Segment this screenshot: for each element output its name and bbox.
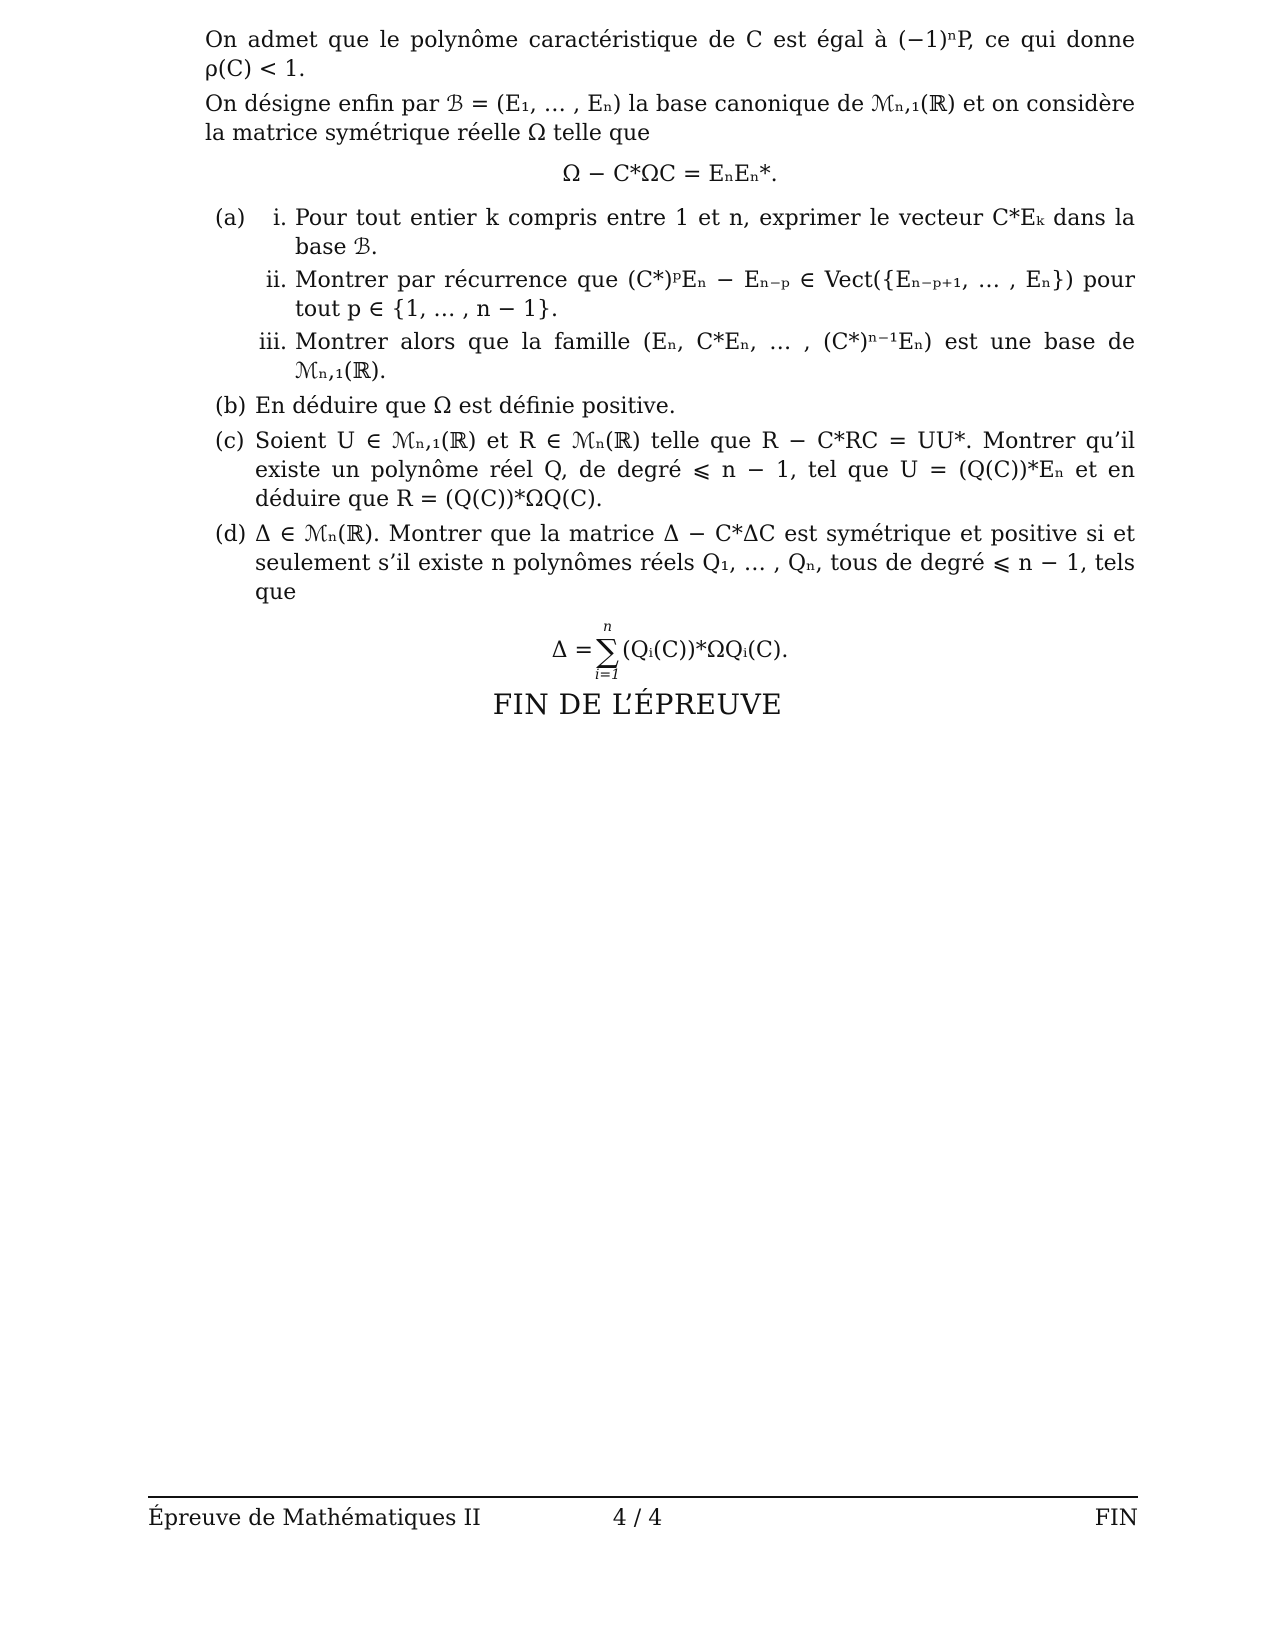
question-d-text: Δ ∈ ℳₙ(ℝ). Montrer que la matrice Δ − C*ΔC est symétrique et positive si et seulement s’il existe n polynômes réels Q₁, … , Qₙ, tous de degré ⩽ n − 1, tels que (255, 522, 1135, 605)
end-of-exam-title: FIN DE L’ÉPREUVE (492, 688, 783, 721)
question-b (205, 392, 1135, 421)
question-a-ii-text: Montrer par récurrence que (C*)ᵖEₙ − Eₙ₋ₚ ∈ Vect({Eₙ₋ₚ₊₁, … , Eₙ}) pour tout p ∈ {1, … , n − 1}. (295, 268, 1135, 322)
footer-page-number: 4 / 4 (612, 1506, 663, 1531)
equation-delta-lhs: Δ = (551, 638, 593, 663)
summation-upper-limit: n (602, 619, 613, 635)
question-a-iii-label: iii. (258, 330, 287, 355)
intro-paragraph-1: On admet que le polynôme caractéristique de C est égal à (−1)ⁿP, ce qui donne ρ(C) < 1. (205, 28, 1135, 82)
question-a-ii-label: ii. (265, 268, 287, 293)
question-c-text: Soient U ∈ ℳₙ,₁(ℝ) et R ∈ ℳₙ(ℝ) telle que R − C*RC = UU*. Montrer qu’il existe un polynôme réel Q, de degré ⩽ n − 1, tel que U = (Q(C))*Eₙ et en déduire que R = (Q(C))*ΩQ(C). (255, 429, 1135, 512)
question-a-iii (255, 328, 1135, 386)
footer-divider (148, 1496, 1138, 1498)
question-b-label: (b) (215, 394, 247, 419)
equation-omega: Ω − C*ΩC = EₙEₙ*. (562, 162, 778, 187)
equation-delta-rhs: (Qᵢ(C))*ΩQᵢ(C). (622, 638, 789, 663)
question-a-i (255, 204, 1135, 262)
question-a-iii-text: Montrer alors que la famille (Eₙ, C*Eₙ, … , (C*)ⁿ⁻¹Eₙ) est une base de ℳₙ,₁(ℝ). (295, 330, 1135, 384)
summation-operator (595, 619, 620, 683)
question-a (205, 204, 1135, 386)
question-d-label: (d) (215, 522, 247, 547)
question-a-label: (a) (215, 206, 246, 231)
summation-lower-limit: i=1 (594, 667, 621, 683)
question-a-i-text: Pour tout entier k compris entre 1 et n, exprimer le vecteur C*Eₖ dans la base ℬ. (295, 206, 1135, 260)
intro-paragraph-2: On désigne enfin par ℬ = (E₁, … , Eₙ) la base canonique de ℳₙ,₁(ℝ) et on considère la matrice symétrique réelle Ω telle que (205, 92, 1135, 146)
summation-sigma: ∑ (596, 632, 619, 670)
question-a-ii (255, 266, 1135, 324)
question-d (205, 520, 1135, 607)
footer-exam-name: Épreuve de Mathématiques II (148, 1506, 481, 1531)
question-b-text: En déduire que Ω est définie positive. (255, 394, 676, 419)
question-a-i-label: i. (272, 206, 287, 231)
equation-delta-sum (205, 619, 1135, 683)
page-content (205, 26, 1135, 697)
question-c (205, 427, 1135, 514)
footer-end-marker: FIN (1094, 1506, 1138, 1531)
question-c-label: (c) (215, 429, 245, 454)
